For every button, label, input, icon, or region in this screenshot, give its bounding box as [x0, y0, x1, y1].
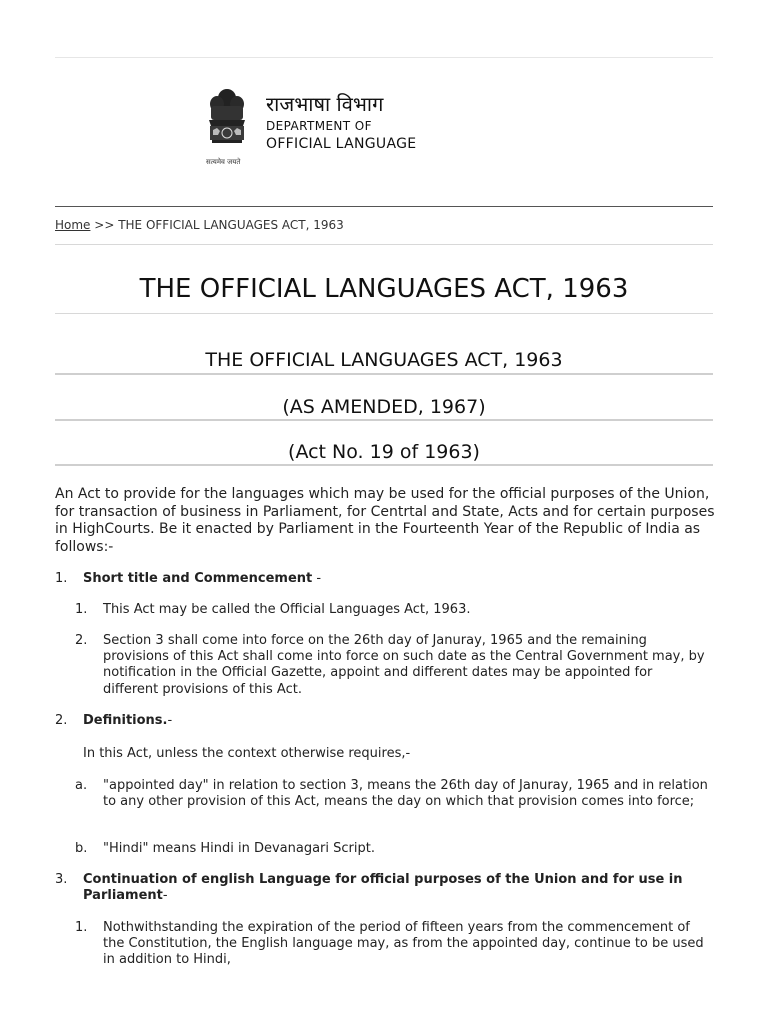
- section-heading-suffix: -: [162, 888, 168, 904]
- section-heading-suffix: -: [312, 571, 322, 586]
- breadcrumb-home-link[interactable]: Home: [55, 218, 91, 232]
- section-lead-text: In this Act, unless the context otherwise requires,-: [83, 746, 411, 761]
- section-heading: [83, 713, 703, 729]
- clause-text: "Hindi" means Hindi in Devanagari Script.: [103, 841, 375, 856]
- breadcrumb: [55, 218, 344, 232]
- act-number: (Act No. 19 of 1963): [288, 441, 480, 463]
- header-divider: [55, 206, 713, 207]
- top-divider: [55, 57, 713, 58]
- clause-number: a.: [75, 778, 88, 793]
- section-heading-text: Short title and Commencement: [83, 571, 313, 586]
- subheading-divider-2: [55, 419, 713, 421]
- section-number: 3.: [55, 872, 68, 887]
- subheading-divider-1: [55, 373, 713, 375]
- emblem-motto: सत्यमेव जयते: [206, 158, 241, 166]
- national-emblem-icon: [205, 86, 250, 168]
- clause-number: b.: [75, 841, 88, 856]
- section-heading-text: Continuation of english Language for official purposes of the Union and for use in Parliament: [83, 872, 683, 904]
- act-amendment: (AS AMENDED, 1967): [282, 396, 486, 418]
- breadcrumb-separator: >>: [94, 218, 115, 232]
- clause-number: 1.: [75, 920, 88, 935]
- breadcrumb-current: THE OFFICIAL LANGUAGES ACT, 1963: [118, 218, 344, 232]
- clause-number: 1.: [75, 602, 88, 617]
- clause-text: This Act may be called the Official Languages Act, 1963.: [103, 602, 471, 617]
- department-logo[interactable]: [205, 86, 465, 176]
- clause-text: Section 3 shall come into force on the 26th day of Januray, 1965 and the remaining provisions of this Act shall come into force on such date as the Central Government may, by notification in the Official Gazette, appoint and different dates may be appointed for different provisions of this Act.: [103, 633, 705, 697]
- section-heading-text: Definitions.: [83, 713, 168, 728]
- clause-text: "appointed day" in relation to section 3, means the 26th day of Januray, 1965 and in relation to any other provision of this Act, means the day on which that provision comes into force;: [103, 778, 708, 810]
- section-heading: [83, 872, 698, 904]
- clause-number: 2.: [75, 633, 88, 648]
- department-name-line2: OFFICIAL LANGUAGE: [266, 136, 417, 152]
- subheading-divider-3: [55, 464, 713, 466]
- section-number: 1.: [55, 571, 68, 586]
- department-name-line1: DEPARTMENT OF: [266, 119, 372, 133]
- page-title: THE OFFICIAL LANGUAGES ACT, 1963: [139, 274, 629, 304]
- section-heading: [83, 571, 703, 587]
- act-preamble: An Act to provide for the languages which may be used for the official purposes of the Union, for transaction of business in Parliament, for Centrtal and State, Acts and for certain purposes in HighCourts. Be it enacted by Parliament in the Fourteenth Year of the Republic of India as follows:-: [55, 486, 715, 555]
- department-name-hindi: राजभाषा विभाग: [266, 92, 384, 116]
- section-heading-suffix: -: [167, 713, 173, 728]
- breadcrumb-divider: [55, 244, 713, 245]
- clause-text: Nothwithstanding the expiration of the period of fifteen years from the commencement of the Constitution, the English language may, as from the appointed day, continue to be used in addition to Hindi,: [103, 920, 704, 968]
- section-number: 2.: [55, 713, 68, 728]
- title-divider: [55, 313, 713, 314]
- act-heading: THE OFFICIAL LANGUAGES ACT, 1963: [205, 349, 563, 371]
